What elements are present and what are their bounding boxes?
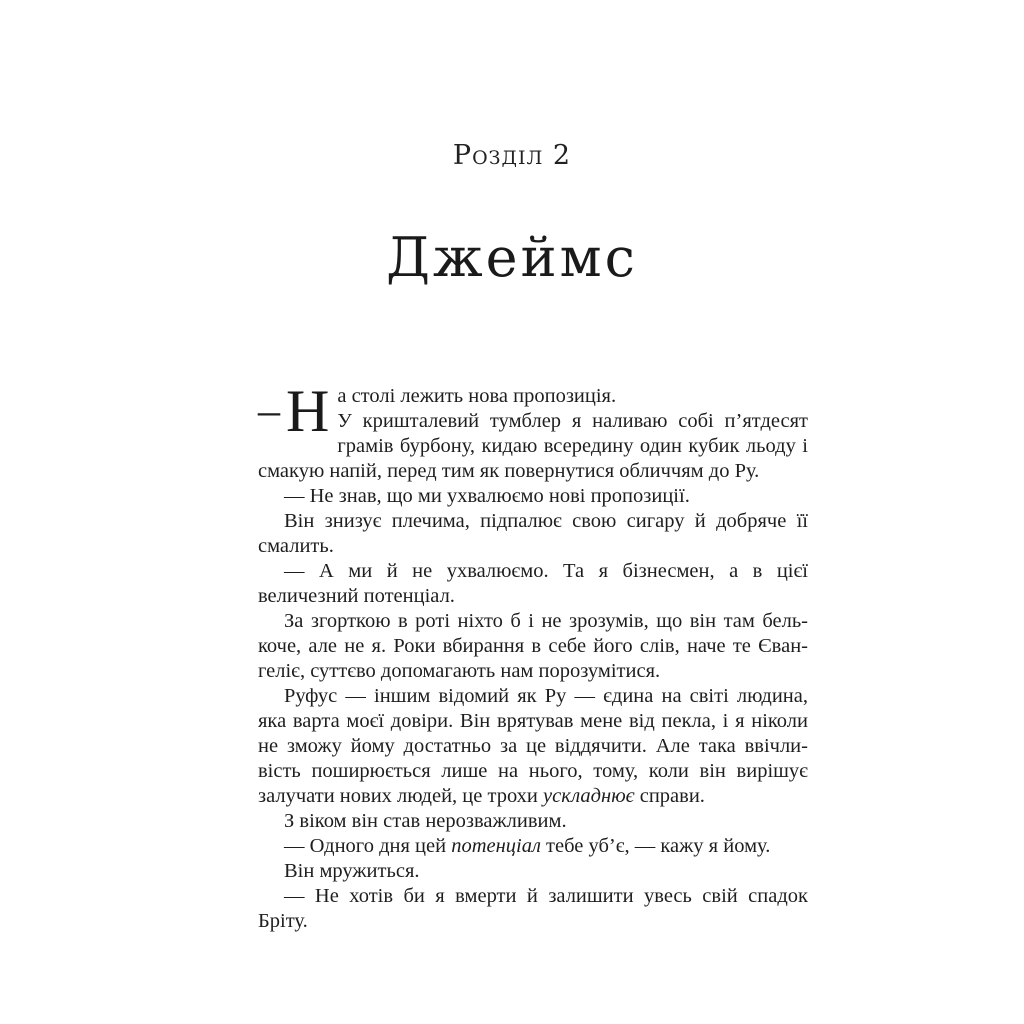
drop-cap	[258, 378, 330, 444]
emphasis-text: ускладнює	[543, 785, 635, 807]
paragraph-text: тебе уб’є, — кажу я йому.	[540, 835, 771, 857]
emphasis-text: потенціал	[451, 835, 541, 857]
chapter-title-heading: Джеймс	[386, 226, 638, 289]
paragraph: — Не знав, що ми ухвалюємо нові пропозиції.	[284, 485, 690, 507]
paragraph	[258, 834, 808, 859]
paragraph: — А ми й не ухвалюємо. Та я бізнесмен, а в цієї величезний потенціал.	[258, 560, 808, 607]
paragraph	[258, 684, 808, 809]
paragraph-text: — Одного дня цей	[284, 835, 452, 857]
chapter-number-heading: Розділ 2	[452, 140, 572, 171]
paragraph-opening	[258, 378, 808, 484]
paragraph: — Не хотів би я вмерти й залишити увесь свій спадок Бріту.	[258, 885, 808, 932]
paragraph: Він мружиться.	[284, 860, 420, 882]
paragraph: Він знизує плечима, підпалює свою сигару й добряче її смалить.	[258, 510, 808, 557]
opening-first-line: а столі лежить нова пропозиція.	[337, 385, 617, 407]
paragraph-text: справи.	[634, 785, 705, 807]
opening-continuation: У кришталевий тумблер я наливаю собі п’ятдесят грамів бурбону, кидаю всередину один кубик льоду і смакую напій, перед тим як повернутися обличчям до Ру.	[258, 410, 808, 482]
chapter-body-text	[258, 378, 808, 934]
paragraph: З віком він став нерозважливим.	[284, 810, 567, 832]
paragraph-text: Руфус — іншим відомий як Ру — єдина на світі людина, яка варта моєї довіри. Він врятував мене від пекла, і я ніколи не зможу йому достатньо за це віддячити. Але така ввічливість поширюється лише на нього, тому, коли він вирішує залучати нових людей, це трохи	[258, 685, 808, 807]
paragraph: За згорткою в роті ніхто б і не зрозумів, що він там белькоче, але не я. Роки вбирання в себе його слів, наче те Євангеліє, суттєво допомагають нам порозумітися.	[258, 610, 808, 682]
drop-cap-dash: –	[258, 386, 280, 435]
drop-cap-letter: Н	[286, 378, 330, 444]
